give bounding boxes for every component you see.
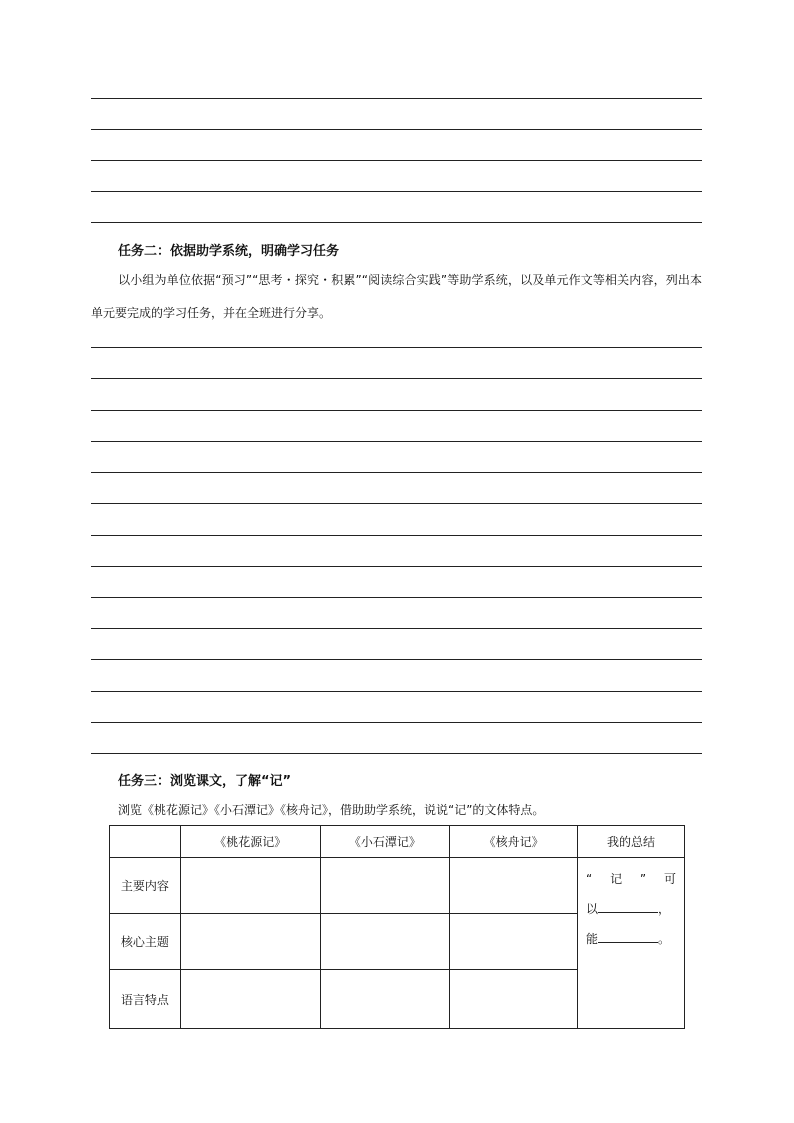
summary-suffix: ， bbox=[658, 902, 671, 916]
answer-line[interactable] bbox=[91, 378, 702, 379]
answer-line[interactable] bbox=[91, 98, 702, 99]
answer-line[interactable] bbox=[91, 129, 702, 130]
task3-intro: 浏览《桃花源记》《小石潭记》《核舟记》，借助助学系统，说说“记”的文体特点。 bbox=[118, 803, 545, 817]
answer-line[interactable] bbox=[91, 472, 702, 473]
answer-line[interactable] bbox=[91, 597, 702, 598]
summary-prefix: 以 bbox=[586, 902, 599, 916]
fill-blank[interactable] bbox=[598, 928, 658, 943]
table-header-blank bbox=[110, 826, 181, 858]
answer-line[interactable] bbox=[91, 441, 702, 442]
answer-line[interactable] bbox=[91, 628, 702, 629]
summary-line-1 bbox=[586, 864, 676, 894]
summary-char: 可 bbox=[663, 872, 676, 886]
task2-body bbox=[91, 264, 702, 330]
table-header-row bbox=[110, 826, 685, 858]
comparison-table bbox=[109, 825, 685, 1029]
summary-prefix: 能 bbox=[586, 932, 599, 946]
table-header-xiaoshitan: 《小石潭记》 bbox=[320, 826, 450, 858]
answer-line[interactable] bbox=[91, 753, 702, 754]
answer-cell[interactable] bbox=[180, 914, 320, 970]
task3-heading: 任务三：浏览课文，了解“记” bbox=[118, 774, 292, 789]
table-row bbox=[110, 858, 685, 914]
answer-cell[interactable] bbox=[320, 914, 450, 970]
row-label-main-content: 主要内容 bbox=[110, 858, 181, 914]
answer-cell[interactable] bbox=[180, 858, 320, 914]
answer-cell[interactable] bbox=[320, 858, 450, 914]
answer-cell[interactable] bbox=[450, 914, 578, 970]
row-label-language-features: 语言特点 bbox=[110, 970, 181, 1029]
answer-line[interactable] bbox=[91, 503, 702, 504]
summary-char: “ bbox=[586, 872, 593, 886]
answer-cell[interactable] bbox=[450, 858, 578, 914]
table-header-taohuayuan: 《桃花源记》 bbox=[180, 826, 320, 858]
answer-line[interactable] bbox=[91, 659, 702, 660]
answer-line[interactable] bbox=[91, 191, 702, 192]
answer-cell[interactable] bbox=[180, 970, 320, 1029]
answer-line[interactable] bbox=[91, 160, 702, 161]
answer-line[interactable] bbox=[91, 410, 702, 411]
summary-line-2 bbox=[586, 894, 676, 924]
answer-line[interactable] bbox=[91, 535, 702, 536]
row-label-core-theme: 核心主题 bbox=[110, 914, 181, 970]
answer-cell[interactable] bbox=[320, 970, 450, 1029]
summary-suffix: 。 bbox=[658, 932, 671, 946]
answer-line[interactable] bbox=[91, 222, 702, 223]
summary-char: ” bbox=[639, 872, 647, 886]
summary-cell[interactable] bbox=[578, 858, 685, 1029]
answer-line[interactable] bbox=[91, 347, 702, 348]
table-header-hezhou: 《核舟记》 bbox=[450, 826, 578, 858]
table-header-summary: 我的总结 bbox=[578, 826, 685, 858]
task2-body-text: 以小组为单位依据“预习”“思考・探究・积累”“阅读综合实践”等助学系统，以及单元作文等相关内容，列出本单元要完成的学习任务，并在全班进行分享。 bbox=[91, 273, 702, 320]
fill-blank[interactable] bbox=[598, 898, 658, 913]
summary-line-3 bbox=[586, 924, 676, 954]
answer-cell[interactable] bbox=[450, 970, 578, 1029]
answer-line[interactable] bbox=[91, 691, 702, 692]
answer-line[interactable] bbox=[91, 566, 702, 567]
task2-heading: 任务二：依据助学系统，明确学习任务 bbox=[118, 244, 340, 259]
answer-line[interactable] bbox=[91, 722, 702, 723]
summary-char: 记 bbox=[610, 872, 623, 886]
